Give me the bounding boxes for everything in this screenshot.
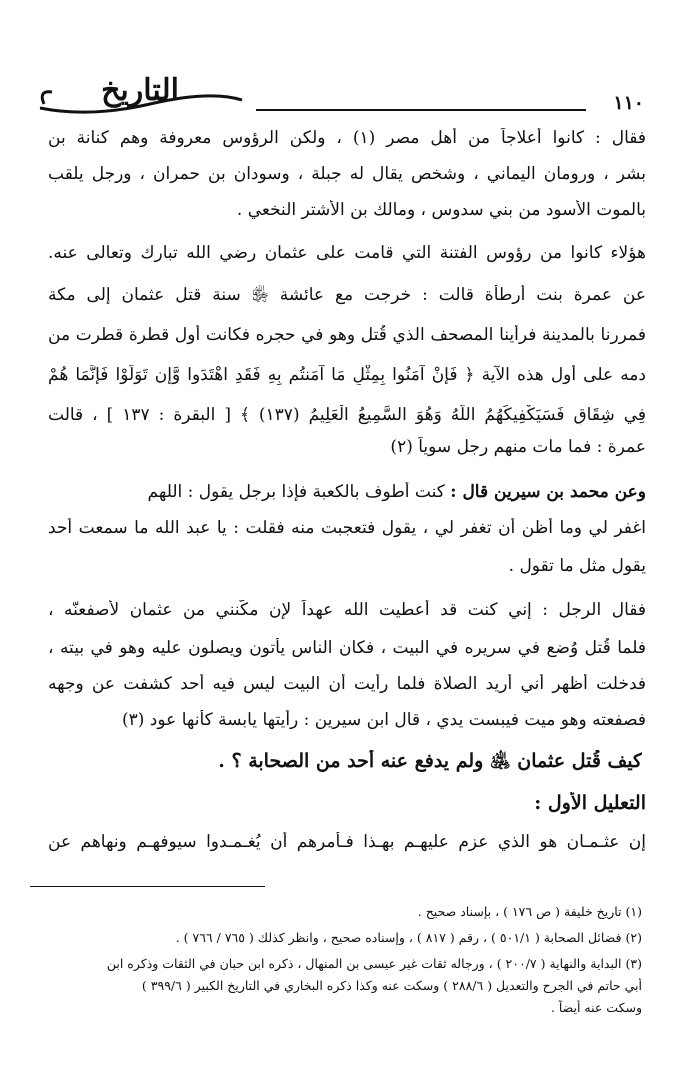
- text-line: بشر ، ورومان اليماني ، وشخص يقال له جبلة ، وسودان بن حمران ، ورجل يلقب: [48, 164, 646, 184]
- footnote-3: (٣) البداية والنهاية ( ٢٠٠/٧ ) ، ورجاله ثقات غير عيسى بن المنهال ، ذكره ابن حبان في الثقات وذكره ابن: [106, 956, 642, 971]
- text-line: إن عثـمـان هو الذي عزم عليهـم بهـذا فـأمرهم أن يُغـمـدوا سيوفهـم ونهاهم عن: [48, 832, 646, 852]
- section-heading: كيف قُتل عثمان ﵁ ولم يدفع عنه أحد من الصحابة ؟ .: [218, 750, 642, 772]
- page-header: [30, 73, 664, 126]
- footnote-2: (٢) فضائل الصحابة ( ٥٠١/١ ) ، رقم ( ٨١٧ ) ، وإسناده صحيح ، وانظر كذلك ( ٧٦٥ / ٧٦٦ ) .: [175, 930, 642, 945]
- text-line: فلما قُتل وُضع في سريره في البيت ، فكان الناس يأتون ويصلون عليه وهو في بيته ،: [48, 638, 646, 658]
- page-number: ١١٠: [613, 92, 644, 114]
- text-line: فصفعته وهو ميت فيبست يدي ، قال ابن سيرين : رأيتها يابسة كأنها عود (٣): [121, 710, 646, 730]
- paragraph-opening-line: [48, 482, 646, 502]
- book-title-logo: [30, 56, 250, 128]
- text-line: عمرة : فما مات منهم رجل سوياً (٢): [390, 437, 646, 457]
- text-line: فدخلت أُظهر أني أُريد الصلاة فلما رأيت أن البيت ليس فيه أحد كشفت عن وجهه: [48, 674, 646, 694]
- quran-verse-line: دمه على أول هذه الآية ﴿ فَإِنْ آمَنُوا بِمِثْلِ مَا آمَنتُم بِهِ فَقَدِ اهْتَدَوا وَّإِن تَوَلَّوْا فَإِنَّمَا هُمْ: [48, 365, 646, 385]
- text-line: فقال : كانوا أعلاجاً من أهل مصر (١) ، ولكن الرؤوس معروفة وهم كنانة بن: [48, 128, 646, 148]
- svg-text:التاريخ: التاريخ: [101, 73, 179, 108]
- section-subheading: التعليل الأول :: [534, 792, 646, 814]
- narrator-name: وعن محمد بن سيرين قال :: [450, 482, 646, 502]
- footnote-3-continued: أبي حاتم في الجرح والتعديل ( ٢٨٨/٦ ) وسكت عنه وكذا ذكره البخاري في التاريخ الكبير ( ٣٩٩/٦ ): [141, 978, 642, 993]
- text-line: بالموت الأسود من بني سدوس ، ومالك بن الأشتر النخعي .: [236, 200, 646, 220]
- footnote-rule: [30, 886, 265, 887]
- narration-start: كنت أطوف بالكعبة فإذا برجل يقول : اللهم: [147, 482, 445, 502]
- text-line: فمررنا بالمدينة فرأينا المصحف الذي قُتل وهو في حجره فكانت أول قطرة قطرت من: [48, 325, 646, 345]
- text-line: يقول مثل ما تقول .: [508, 556, 646, 576]
- text-line: عن عمرة بنت أرطأة قالت : خرجت مع عائشة ﵂ سنة قتل عثمان إلى مكة: [48, 285, 646, 305]
- quran-verse-line: فِي شِقَاقٍ فَسَيَكْفِيكَهُمُ اللَّهُ وَهُوَ السَّمِيعُ الْعَلِيمُ (١٣٧) ﴾ [ البقرة : ١٣٧ ] ، قالت: [48, 405, 646, 425]
- text-line: هؤلاء كانوا من رؤوس الفتنة التي قامت على عثمان رضي الله تبارك وتعالى عنه.: [48, 243, 646, 263]
- footnote-3-end: وسكت عنه أيضاً .: [550, 1000, 642, 1015]
- book-title-calligraphy: [30, 56, 250, 128]
- text-line: اغفر لي وما أظن أن تغفر لي ، يقول فتعجبت منه فقلت : يا عبد الله ما سمعت أحد: [48, 518, 646, 538]
- text-line: فقال الرجل : إني كنت قد أعطيت الله عهداً لإن مكّنني من عثمان لأصفعنّه ،: [48, 600, 646, 620]
- footnote-1: (١) تاريخ خليفة ( ص ١٧٦ ) ، بإسناد صحيح .: [417, 904, 642, 919]
- header-rule: [256, 109, 586, 111]
